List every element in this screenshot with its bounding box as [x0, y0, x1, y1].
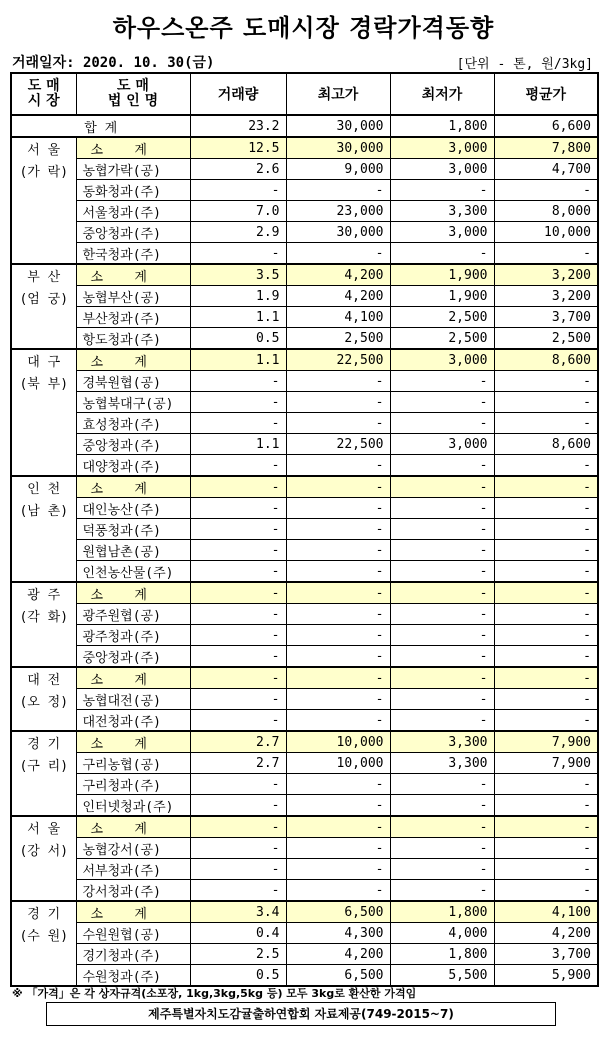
corp-name: 강서청과(주): [76, 880, 190, 902]
table-row: [11, 519, 598, 540]
cell-volume: 1.1: [190, 349, 286, 371]
cell-volume: -: [190, 455, 286, 477]
header-market: [11, 73, 76, 115]
cell-min: 3,000: [390, 349, 494, 371]
market-name: 인 천: [27, 482, 61, 497]
subtotal-label: 소 계: [76, 901, 190, 923]
cell-min: -: [390, 816, 494, 838]
subtotal-row: [11, 476, 598, 498]
corp-name: 원협남촌(공): [76, 540, 190, 561]
table-row: [11, 243, 598, 265]
subtotal-label: 소 계: [76, 731, 190, 753]
header-market-line1: 도 매: [27, 78, 60, 94]
corp-name: 구리농협(공): [76, 753, 190, 774]
price-table: [10, 72, 599, 987]
cell-avg: 8,600: [494, 434, 598, 455]
market-location: (수 원): [19, 929, 69, 944]
cell-volume: -: [190, 392, 286, 413]
cell-min: -: [390, 625, 494, 646]
table-row: [11, 774, 598, 795]
cell-max: -: [286, 859, 390, 880]
table-row: [11, 455, 598, 477]
header-corp-line2: 법 인 명: [107, 93, 159, 109]
cell-min: -: [390, 519, 494, 540]
table-row: [11, 328, 598, 350]
corp-name: 동화청과(주): [76, 180, 190, 201]
market-name: 경 기: [27, 737, 61, 752]
corp-name: 농협부산(공): [76, 286, 190, 307]
cell-min: 3,000: [390, 159, 494, 180]
market-cell: [11, 476, 76, 582]
cell-avg: -: [494, 774, 598, 795]
cell-min: 1,900: [390, 264, 494, 286]
market-cell: [11, 349, 76, 476]
page-title: 하우스온주 도매시장 경락가격동향: [112, 14, 495, 42]
subtotal-label: 소 계: [76, 349, 190, 371]
corp-name: 대인농산(주): [76, 498, 190, 519]
cell-avg: -: [494, 816, 598, 838]
cell-max: -: [286, 371, 390, 392]
subtotal-label: 소 계: [76, 476, 190, 498]
corp-name: 한국청과(주): [76, 243, 190, 265]
trade-date: 거래일자: 2020. 10. 30(금): [12, 55, 215, 71]
table-row: [11, 689, 598, 710]
cell-max: -: [286, 498, 390, 519]
cell-volume: -: [190, 561, 286, 583]
cell-max: -: [286, 689, 390, 710]
market-location: (각 화): [19, 610, 69, 625]
cell-volume: -: [190, 646, 286, 668]
cell-avg: -: [494, 710, 598, 732]
cell-avg: -: [494, 838, 598, 859]
cell-min: -: [390, 392, 494, 413]
cell-min: -: [390, 243, 494, 265]
corp-name: 인터넷청과(주): [76, 795, 190, 817]
cell-avg: -: [494, 689, 598, 710]
market-name: 서 울: [27, 143, 61, 158]
cell-max: -: [286, 540, 390, 561]
cell-avg: 8,600: [494, 349, 598, 371]
cell-volume: -: [190, 498, 286, 519]
cell-avg: 8,000: [494, 201, 598, 222]
cell-min: -: [390, 540, 494, 561]
cell-volume: -: [190, 838, 286, 859]
corp-name: 항도청과(주): [76, 328, 190, 350]
cell-avg: 7,900: [494, 731, 598, 753]
table-row: [11, 880, 598, 902]
market-cell: [11, 582, 76, 667]
corp-name: 농협강서(공): [76, 838, 190, 859]
cell-volume: 0.5: [190, 965, 286, 987]
cell-avg: -: [494, 859, 598, 880]
cell-min: -: [390, 646, 494, 668]
cell-volume: -: [190, 476, 286, 498]
corp-name: 부산청과(주): [76, 307, 190, 328]
cell-min: 3,300: [390, 753, 494, 774]
cell-min: 3,300: [390, 201, 494, 222]
cell-volume: -: [190, 371, 286, 392]
market-cell: [11, 667, 76, 731]
footnote: ※ 「가격」은 각 상자규격(소포장, 1kg,3kg,5kg 등) 모두 3kg로 환산한 가격임: [12, 987, 417, 1000]
corp-name: 경기청과(주): [76, 944, 190, 965]
cell-min: -: [390, 455, 494, 477]
corp-name: 광주청과(주): [76, 625, 190, 646]
cell-volume: 3.5: [190, 264, 286, 286]
cell-avg: -: [494, 180, 598, 201]
cell-max: -: [286, 561, 390, 583]
cell-avg: -: [494, 413, 598, 434]
cell-min: -: [390, 880, 494, 902]
total-volume: 23.2: [190, 115, 286, 137]
subtotal-row: [11, 264, 598, 286]
cell-max: -: [286, 774, 390, 795]
cell-max: 6,500: [286, 901, 390, 923]
cell-min: 4,000: [390, 923, 494, 944]
market-name: 대 전: [27, 673, 61, 688]
corp-name: 구리청과(주): [76, 774, 190, 795]
cell-avg: -: [494, 455, 598, 477]
cell-max: -: [286, 816, 390, 838]
cell-volume: 0.5: [190, 328, 286, 350]
cell-min: -: [390, 710, 494, 732]
market-location: (오 정): [19, 695, 69, 710]
market-location: (남 촌): [19, 504, 69, 519]
market-location: (엄 궁): [19, 292, 69, 307]
cell-avg: 4,700: [494, 159, 598, 180]
cell-min: -: [390, 476, 494, 498]
cell-min: 1,900: [390, 286, 494, 307]
cell-avg: 3,700: [494, 307, 598, 328]
header-corp-line1: 도 매: [117, 78, 149, 94]
header-avg: 평균가: [494, 73, 598, 115]
market-location: (가 락): [19, 165, 69, 180]
cell-max: -: [286, 604, 390, 625]
cell-min: 1,800: [390, 944, 494, 965]
cell-volume: 1.1: [190, 434, 286, 455]
total-avg: 6,600: [494, 115, 598, 137]
table-row: [11, 434, 598, 455]
cell-min: 3,000: [390, 434, 494, 455]
table-row: [11, 923, 598, 944]
cell-min: -: [390, 774, 494, 795]
cell-avg: -: [494, 795, 598, 817]
corp-name: 효성청과(주): [76, 413, 190, 434]
cell-max: 30,000: [286, 137, 390, 159]
cell-min: -: [390, 582, 494, 604]
cell-max: 10,000: [286, 753, 390, 774]
subtotal-label: 소 계: [76, 137, 190, 159]
cell-volume: -: [190, 604, 286, 625]
table-row: [11, 838, 598, 859]
corp-name: 서울청과(주): [76, 201, 190, 222]
cell-max: -: [286, 646, 390, 668]
cell-volume: -: [190, 667, 286, 689]
corp-name: 서부청과(주): [76, 859, 190, 880]
subtotal-row: [11, 667, 598, 689]
subtotal-row: [11, 901, 598, 923]
table-row: [11, 307, 598, 328]
corp-name: 농협대전(공): [76, 689, 190, 710]
corp-name: 농협가락(공): [76, 159, 190, 180]
subtotal-label: 소 계: [76, 816, 190, 838]
subtotal-label: 소 계: [76, 667, 190, 689]
cell-volume: 2.7: [190, 731, 286, 753]
cell-avg: 7,800: [494, 137, 598, 159]
cell-max: 4,200: [286, 944, 390, 965]
cell-max: -: [286, 838, 390, 859]
cell-min: -: [390, 498, 494, 519]
cell-avg: 3,700: [494, 944, 598, 965]
table-row: [11, 625, 598, 646]
cell-volume: -: [190, 859, 286, 880]
cell-volume: -: [190, 582, 286, 604]
cell-max: 4,200: [286, 264, 390, 286]
corp-name: 농협북대구(공): [76, 392, 190, 413]
corp-name: 광주원협(공): [76, 604, 190, 625]
table-row: [11, 159, 598, 180]
cell-max: 9,000: [286, 159, 390, 180]
cell-min: 3,300: [390, 731, 494, 753]
cell-avg: -: [494, 498, 598, 519]
market-location: (강 서): [19, 844, 69, 859]
unit-label: [단위 - 톤, 원/3kg]: [456, 57, 593, 72]
market-cell: [11, 901, 76, 986]
cell-max: -: [286, 625, 390, 646]
cell-volume: 1.1: [190, 307, 286, 328]
cell-max: -: [286, 795, 390, 817]
total-min: 1,800: [390, 115, 494, 137]
table-row: [11, 965, 598, 987]
corp-name: 대전청과(주): [76, 710, 190, 732]
market-cell: [11, 816, 76, 901]
table-row: [11, 180, 598, 201]
cell-max: 30,000: [286, 222, 390, 243]
cell-max: -: [286, 582, 390, 604]
cell-avg: 3,200: [494, 264, 598, 286]
cell-avg: -: [494, 646, 598, 668]
cell-volume: 1.9: [190, 286, 286, 307]
cell-volume: -: [190, 519, 286, 540]
cell-volume: -: [190, 625, 286, 646]
corp-name: 중앙청과(주): [76, 222, 190, 243]
cell-volume: 2.7: [190, 753, 286, 774]
cell-max: -: [286, 392, 390, 413]
cell-avg: 7,900: [494, 753, 598, 774]
cell-min: 3,000: [390, 137, 494, 159]
corp-name: 덕풍청과(주): [76, 519, 190, 540]
cell-avg: -: [494, 243, 598, 265]
cell-volume: 2.5: [190, 944, 286, 965]
market-name: 경 기: [27, 907, 61, 922]
cell-avg: -: [494, 392, 598, 413]
cell-avg: -: [494, 604, 598, 625]
total-row: [11, 115, 598, 137]
subtotal-row: [11, 582, 598, 604]
source-box: 제주특별자치도감귤출하연합회 자료제공(749-2015~7): [46, 1002, 556, 1026]
subtotal-row: [11, 731, 598, 753]
cell-max: -: [286, 667, 390, 689]
corp-name: 경북원협(공): [76, 371, 190, 392]
table-row: [11, 498, 598, 519]
cell-min: 2,500: [390, 328, 494, 350]
cell-avg: -: [494, 625, 598, 646]
cell-min: -: [390, 795, 494, 817]
table-row: [11, 561, 598, 583]
cell-volume: -: [190, 880, 286, 902]
cell-avg: 4,100: [494, 901, 598, 923]
cell-volume: -: [190, 180, 286, 201]
cell-volume: -: [190, 540, 286, 561]
header-volume: 거래량: [190, 73, 286, 115]
cell-volume: 7.0: [190, 201, 286, 222]
market-name: 광 주: [27, 588, 61, 603]
cell-min: -: [390, 604, 494, 625]
table-row: [11, 286, 598, 307]
cell-volume: 12.5: [190, 137, 286, 159]
table-row: [11, 222, 598, 243]
subtotal-label: 소 계: [76, 264, 190, 286]
cell-avg: 4,200: [494, 923, 598, 944]
cell-max: 2,500: [286, 328, 390, 350]
table-row: [11, 859, 598, 880]
subtotal-row: [11, 137, 598, 159]
cell-max: 4,100: [286, 307, 390, 328]
cell-min: -: [390, 838, 494, 859]
cell-avg: -: [494, 561, 598, 583]
header-max: 최고가: [286, 73, 390, 115]
cell-min: -: [390, 561, 494, 583]
subtotal-row: [11, 349, 598, 371]
cell-volume: -: [190, 774, 286, 795]
cell-max: 4,300: [286, 923, 390, 944]
header-min: 최저가: [390, 73, 494, 115]
cell-max: -: [286, 180, 390, 201]
cell-max: 22,500: [286, 434, 390, 455]
cell-max: 4,200: [286, 286, 390, 307]
header-corp: [76, 73, 190, 115]
corp-name: 인천농산물(주): [76, 561, 190, 583]
market-name: 서 울: [27, 822, 61, 837]
market-name: 대 구: [27, 355, 61, 370]
cell-min: 5,500: [390, 965, 494, 987]
market-name: 부 산: [27, 270, 61, 285]
corp-name: 수원청과(주): [76, 965, 190, 987]
market-cell: [11, 264, 76, 349]
cell-max: 22,500: [286, 349, 390, 371]
cell-min: -: [390, 689, 494, 710]
cell-min: 1,800: [390, 901, 494, 923]
cell-max: 10,000: [286, 731, 390, 753]
corp-name: 중앙청과(주): [76, 434, 190, 455]
cell-volume: 2.9: [190, 222, 286, 243]
cell-avg: -: [494, 519, 598, 540]
cell-min: -: [390, 180, 494, 201]
cell-min: 2,500: [390, 307, 494, 328]
cell-avg: 2,500: [494, 328, 598, 350]
cell-avg: -: [494, 582, 598, 604]
cell-max: -: [286, 243, 390, 265]
cell-min: -: [390, 667, 494, 689]
cell-avg: 10,000: [494, 222, 598, 243]
market-cell: [11, 731, 76, 816]
cell-volume: -: [190, 710, 286, 732]
table-row: [11, 540, 598, 561]
cell-max: -: [286, 455, 390, 477]
cell-min: 3,000: [390, 222, 494, 243]
cell-min: -: [390, 859, 494, 880]
cell-min: -: [390, 371, 494, 392]
cell-max: 6,500: [286, 965, 390, 987]
corp-name: 대양청과(주): [76, 455, 190, 477]
table-row: [11, 646, 598, 668]
cell-min: -: [390, 413, 494, 434]
total-max: 30,000: [286, 115, 390, 137]
cell-volume: 3.4: [190, 901, 286, 923]
table-row: [11, 753, 598, 774]
corp-name: 수원원협(공): [76, 923, 190, 944]
table-body: [11, 115, 598, 986]
table-row: [11, 413, 598, 434]
cell-max: 23,000: [286, 201, 390, 222]
market-location: (북 부): [19, 377, 69, 392]
cell-max: -: [286, 476, 390, 498]
cell-volume: -: [190, 816, 286, 838]
subtotal-label: 소 계: [76, 582, 190, 604]
cell-volume: -: [190, 243, 286, 265]
cell-max: -: [286, 413, 390, 434]
cell-max: -: [286, 880, 390, 902]
cell-volume: -: [190, 689, 286, 710]
cell-avg: -: [494, 880, 598, 902]
cell-max: -: [286, 519, 390, 540]
cell-avg: -: [494, 667, 598, 689]
cell-volume: -: [190, 413, 286, 434]
table-row: [11, 371, 598, 392]
subtotal-row: [11, 816, 598, 838]
market-cell: [11, 137, 76, 264]
cell-avg: 5,900: [494, 965, 598, 987]
table-row: [11, 604, 598, 625]
cell-volume: 2.6: [190, 159, 286, 180]
table-row: [11, 944, 598, 965]
total-label: 합 계: [11, 115, 190, 137]
cell-avg: -: [494, 371, 598, 392]
cell-volume: 0.4: [190, 923, 286, 944]
corp-name: 중앙청과(주): [76, 646, 190, 668]
header-market-line2: 시 장: [27, 93, 60, 109]
table-row: [11, 201, 598, 222]
table-row: [11, 795, 598, 817]
cell-avg: 3,200: [494, 286, 598, 307]
cell-avg: -: [494, 476, 598, 498]
market-location: (구 리): [19, 759, 69, 774]
cell-avg: -: [494, 540, 598, 561]
cell-volume: -: [190, 795, 286, 817]
table-row: [11, 392, 598, 413]
table-row: [11, 710, 598, 732]
cell-max: -: [286, 710, 390, 732]
